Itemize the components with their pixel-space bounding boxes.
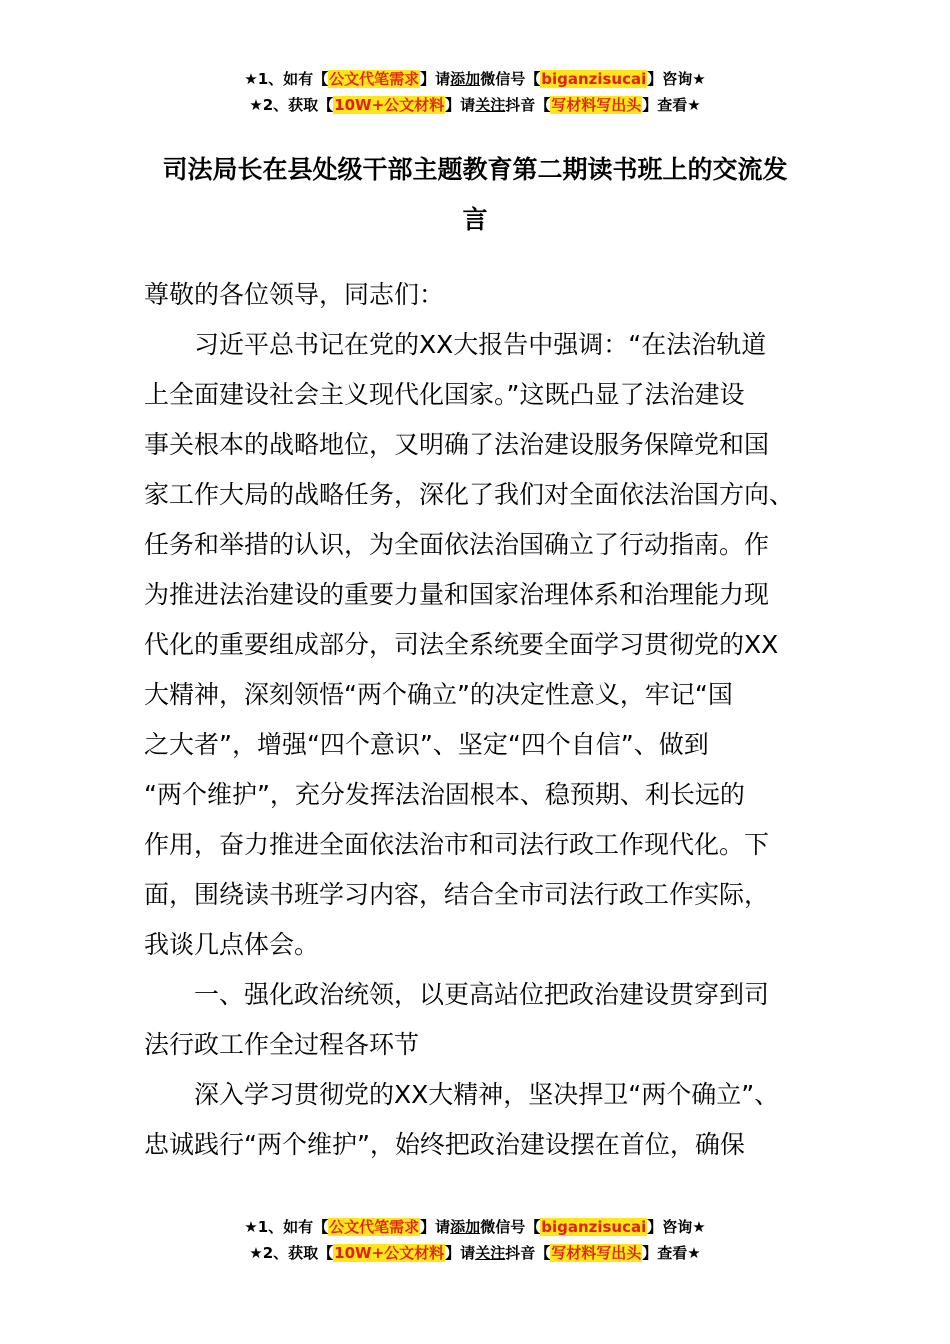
promo-text: 微信号【 (480, 70, 541, 88)
promo-highlight: 公文代笔需求 (329, 70, 420, 88)
star-icon: ★ (249, 96, 263, 114)
body-line: 面，围绕读书班学习内容，结合全市司法行政工作实际， (144, 880, 770, 909)
promo-text: 】咨询 (647, 1218, 693, 1236)
body-line: “两个维护”，充分发挥法治固根本、稳预期、利长远的 (144, 780, 745, 809)
wechat-id-highlight: biganzisucai (541, 70, 647, 88)
top-promo-banner (0, 66, 950, 118)
promo-text: 抖音【 (505, 96, 551, 114)
document-body (144, 270, 814, 1170)
body-line: 任务和举措的认识，为全面依法治国确立了行动指南。作 (144, 530, 770, 559)
salutation: 尊敬的各位领导，同志们： (144, 280, 445, 309)
promo-line-2 (0, 1240, 950, 1266)
document-title (120, 145, 830, 245)
promo-text: 抖音【 (505, 1244, 551, 1262)
promo-highlight: 10W+公文材料 (334, 1244, 445, 1262)
body-line: 为推进法治建设的重要力量和国家治理体系和治理能力现 (144, 580, 770, 609)
promo-text: 微信号【 (480, 1218, 541, 1236)
star-icon: ★ (692, 70, 706, 88)
body-line: 代化的重要组成部分，司法全系统要全面学习贯彻党的XX (144, 630, 779, 659)
body-line: 作用，奋力推进全面依法治市和司法行政工作现代化。下 (144, 830, 770, 859)
promo-line-2 (0, 92, 950, 118)
douyin-account-highlight: 写材料写出头 (551, 1244, 642, 1262)
promo-highlight: 公文代笔需求 (329, 1218, 420, 1236)
body-line: 习近平总书记在党的XX大报告中强调：“在法治轨道 (194, 330, 767, 359)
section-heading: 一、强化政治统领，以更高站位把政治建设贯穿到司 (194, 980, 770, 1009)
body-line: 之大者”，增强“四个意识”、坚定“四个自信”、做到 (144, 730, 709, 759)
promo-underlined-text: 添加 (450, 70, 481, 88)
body-line: 大精神，深刻领悟“两个确立”的决定性意义，牢记“国 (144, 680, 733, 709)
body-line: 忠诚践行“两个维护”，始终把政治建设摆在首位，确保 (144, 1130, 745, 1159)
section-heading: 法行政工作全过程各环节 (144, 1030, 420, 1059)
wechat-id-highlight: biganzisucai (541, 1218, 647, 1236)
promo-underlined-text: 关注 (475, 1244, 506, 1262)
body-line: 事关根本的战略地位，又明确了法治建设服务保障党和国 (144, 430, 770, 459)
promo-text: 1、如有【 (257, 1218, 329, 1236)
promo-text: 2、获取【 (262, 96, 334, 114)
promo-text: 1、如有【 (257, 70, 329, 88)
star-icon: ★ (687, 1244, 701, 1262)
star-icon: ★ (249, 1244, 263, 1262)
title-line: 司法局长在县处级干部主题教育第二期读书班上的交流发 (162, 155, 788, 184)
body-line: 家工作大局的战略任务，深化了我们对全面依法治国方向、 (144, 480, 795, 509)
body-line: 我谈几点体会。 (144, 930, 320, 959)
promo-line-1 (0, 1214, 950, 1240)
star-icon: ★ (244, 1218, 258, 1236)
body-line: 上全面建设社会主义现代化国家。”这既凸显了法治建设 (144, 380, 745, 409)
star-icon: ★ (687, 96, 701, 114)
promo-text: 】查看 (642, 1244, 688, 1262)
star-icon: ★ (244, 70, 258, 88)
douyin-account-highlight: 写材料写出头 (551, 96, 642, 114)
promo-text: 】请 (420, 70, 451, 88)
title-line: 言 (462, 205, 488, 234)
promo-underlined-text: 添加 (450, 1218, 481, 1236)
promo-text: 】请 (445, 1244, 476, 1262)
promo-text: 2、获取【 (262, 1244, 334, 1262)
bottom-promo-banner (0, 1214, 950, 1266)
body-line: 深入学习贯彻党的XX大精神，坚决捍卫“两个确立”、 (194, 1080, 780, 1109)
star-icon: ★ (692, 1218, 706, 1236)
promo-highlight: 10W+公文材料 (334, 96, 445, 114)
promo-underlined-text: 关注 (475, 96, 506, 114)
promo-text: 】请 (445, 96, 476, 114)
promo-text: 】请 (420, 1218, 451, 1236)
promo-line-1 (0, 66, 950, 92)
promo-text: 】查看 (642, 96, 688, 114)
promo-text: 】咨询 (647, 70, 693, 88)
